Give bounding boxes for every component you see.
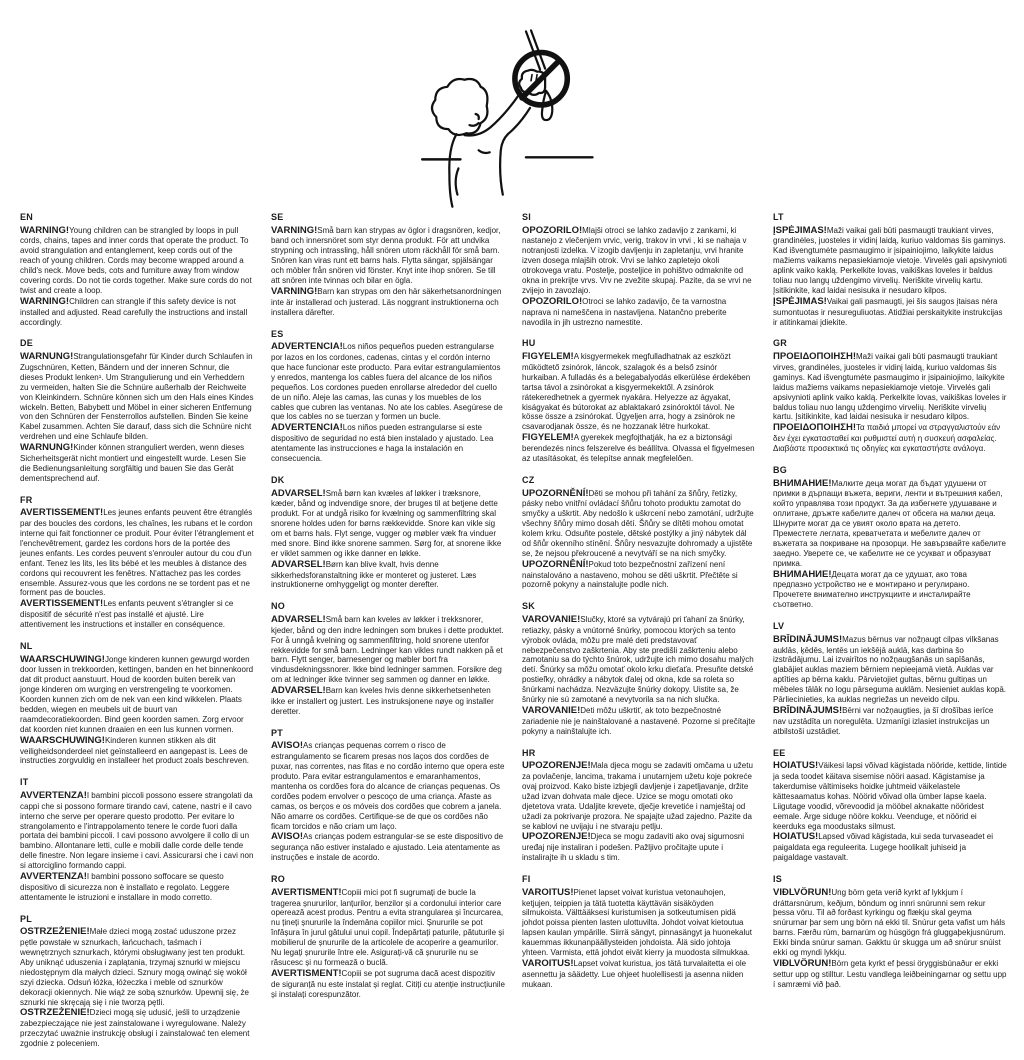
warning-text: A gyerekek megfojthatják, ha ez a biztonsági berendezés nincs felszerelve és beállítva. Olvassa el figyelmesen az utasításokat, és telepítse annak megfelelően. — [522, 433, 755, 463]
warning-text: Les enfants peuvent s'étrangler si ce dispositif de sécurité n'est pas installé et ajusté. Lire attentivement les instructions et installer en conséquence. — [20, 599, 234, 630]
child-back — [449, 134, 456, 207]
warning-section-de — [20, 338, 254, 483]
warning-column-3 — [522, 212, 756, 1060]
warning-text: I bambini possono soffocare se questo dispositivo di sicurezza non è installato e regolato. Leggere attentamente le istruzioni e installare in modo corretto. — [20, 872, 230, 902]
warning-label: OSTRZEŻENIE! — [20, 1007, 90, 1019]
warning-label: ADVERTENCIA! — [271, 422, 343, 434]
warning-section-pt — [271, 728, 505, 863]
warning-text: Les jeunes enfants peuvent être étranglés par des boucles des cordons, les chaînes, les rubans et le cordon interne qui fait fonctionner ce produit. Pour éviter l'étranglement et l'enchevêtrement, gardez les cordons hors de la portée des jeunes enfants. Les cordes peuvent s'enrouler autour du cou d'un enfant. Tenez les lits, les lits bébé et les meubles à distance des cordons qui recouvrent les fenêtres. N'attachez pas les cordes ensemble. Assurez-vous que les cordons ne se tordent pas et ne forment pas de boucles. — [20, 508, 254, 598]
warning-text: Los niños pueden estrangularse si este dispositivo de seguridad no está bien instalado y ajustado. Lea atentamente las instrucciones e haga la instalación en consecuencia. — [271, 423, 494, 463]
warning-text: Bērni var nožņaugties, ja šī drošības ierīce nav uzstādīta un noregulēta. Uzmanīgi izlasiet instrukcijas un atbilstoši uzstādiet. — [773, 706, 994, 736]
warning-paragraph-1 — [773, 478, 1007, 569]
warning-paragraph-1 — [773, 351, 1007, 422]
warning-label: WARNING! — [20, 295, 70, 307]
warning-paragraph-2 — [271, 422, 505, 463]
warning-paragraph-1 — [271, 225, 505, 286]
language-code: BG — [773, 464, 787, 475]
warning-label: ADVARSEL! — [271, 685, 326, 697]
warning-label: VAROVANIE! — [522, 614, 581, 625]
warning-section-it — [20, 777, 254, 902]
warning-paragraph-2 — [773, 958, 1007, 990]
language-code: RO — [271, 874, 285, 885]
warning-label: FIGYELEM! — [522, 351, 574, 363]
warning-column-4 — [773, 212, 1007, 1060]
warning-paragraph-2 — [20, 296, 254, 328]
warning-section-fi — [522, 874, 756, 989]
warning-label: WARNUNG! — [20, 442, 74, 454]
child-face-detail — [476, 114, 479, 119]
warning-label: ΠΡΟΕΙΔΟΠΟΙΗΣΗ! — [773, 422, 856, 434]
language-code: PL — [20, 913, 32, 924]
warning-text: Slučky, ktoré sa vytvárajú pri ťahaní za šnúrky, retiazky, pásky a vnútorné šnúrky, pomocou ktorých sa tento výrobok ovláda, môžu pre malé deti predstavovať nebezpečenstvo zaškrtenia. Aby ste predišli zaškrteniu alebo zamotaniu sa do týchto šnúrok, udržujte ich mimo dosahu malých detí. Šnúrky sa môžu omotať okolo krku dieťaťa. Presuňte detské postieľky, ohrádky a nábytok ďalej od okna, kde sa roleta so šnúrkami nachádza. Nezväzujte šnúrky dokopy. Uistite sa, že šnúrky nie sú zamotané a nevytvorila sa na nich slučka. — [522, 615, 754, 705]
warning-text: Mlajši otroci se lahko zadavijo z zankami, ki nastanejo z vlečenjem vrvic, verig, trakov in vrvi , ki se nahaja v notranjosti izdelka. V izogib davljenju in zapletanju, vrvi hranite izven dosega mlajših otrok. Vrvi se lahko zapletejo okoli otrokovega vratu. Postelje, posteljice in pohištvo odmaknite od okna in prekrijte vrvs. Vrv ne zvežite skupaj. Pazite, da se vrvi ne zvijejo in zavozlajo. — [522, 225, 752, 295]
warning-text: Kinder können stranguliert werden, wenn dieses Sicherheitsgerät nicht montiert und eingestellt wurde. Lesen Sie die Bedienungsanleitung sorgfältig und bauen Sie das Gerät dementsprechend auf. — [20, 443, 246, 483]
warning-paragraph-1 — [522, 488, 756, 559]
warning-label: ΠΡΟΕΙΔΟΠΟΙΗΣΗ! — [773, 351, 856, 363]
warning-paragraph-2 — [271, 685, 505, 717]
warning-section-dk — [271, 475, 505, 590]
language-code: GR — [773, 338, 787, 349]
language-code: NL — [20, 640, 33, 651]
warning-text: Τα παιδιά μπορεί να στραγγαλιστούν εάν δεν έχει εγκατασταθεί και ρυθμιστεί αυτή η συσκευή ασφαλείας. Διαβάστε προσεκτικά τις οδηγίες και εγκαταστήστε ανάλογα. — [773, 423, 1001, 454]
warning-paragraph-2 — [522, 296, 756, 328]
warning-text: Strangulationsgefahr für Kinder durch Schlaufen in Zugschnüren, Ketten, Bändern und der inneren Schnur, die dieses Produkt lenken¹. Um Strangulierung und ein Verheddern zu vermeiden, halten Sie die Schnüre außerhalb der Reichweite von Kleinkindern. Schnüre können sich um den Hals eines Kindes wickeln. Betten, Babybett und Möbel in einer sicheren Entfernung von den Schnüren der Fensterrollos aufstellen. Binden Sie keine Kabel zusammen. Achten Sie darauf, dass sich die Schnüre nicht verdrehen und eine Schlaufe bilden. — [20, 352, 254, 442]
warning-paragraph-1 — [271, 740, 505, 831]
warning-label: UPOZORENJE! — [522, 831, 591, 843]
language-code: FR — [20, 494, 33, 505]
language-code: IS — [773, 874, 782, 885]
warning-label: AVISO! — [271, 831, 304, 843]
language-code: LT — [773, 212, 784, 222]
warning-text: Barn kan strypas om den här säkerhetsanordningen inte är installerad och justerad. Läs noggrant instruktionerna och installera därefter. — [271, 286, 502, 317]
warning-column-2 — [271, 212, 505, 1060]
warning-paragraph-2 — [271, 831, 505, 863]
warning-text: Dzieci mogą się udusić, jeśli to urządzenie zabezpieczające nie jest zainstalowane i wyregulowane. Należy przeczytać uważnie instrukcję obsługi i zainstalować ten element zgodnie z poleceniem. — [20, 1008, 250, 1049]
warning-label: VIÐLVÖRUN! — [773, 886, 832, 898]
warning-paragraph-1 — [522, 760, 756, 831]
warning-text: Väikesi lapsi võivad kägistada nööride, kettide, lintide ja seda toodet käitava sisemise nööri aasad. Kägistamise ja takerdumise vältimiseks hoidke juhtmeid väikelastele kättesaamatus kohas. Nöörid võivad olla ümber lapse kaela. Liigutage voodid, võrevoodid ja mööbel aknakatte nööridest eemale. Ärge siduge nööre kokku. Veenduge, et nöörid ei keerduks ega moodustaks silmust. — [773, 761, 1007, 831]
language-code: SE — [271, 212, 284, 222]
warning-label: VARNING! — [271, 224, 318, 236]
warning-text: Barn kan kveles hvis denne sikkerhetsenheten ikke er installert og justert. Les instruksjonene nøye og installer deretter. — [271, 686, 494, 716]
warning-paragraph-1 — [522, 887, 756, 958]
warning-section-hu — [522, 338, 756, 463]
warning-paragraph-1 — [271, 614, 505, 685]
warning-section-gr — [773, 338, 1007, 453]
language-code: SK — [522, 601, 535, 612]
warning-text: Copiii se pot sugruma dacă acest dispozitiv de siguranță nu este instalat și reglat. Citiți cu atenție instrucțiunile și instalați corespunzător. — [271, 968, 505, 999]
warning-label: OSTRZEŻENIE! — [20, 926, 90, 938]
warning-paragraph-2 — [522, 559, 756, 591]
warning-text: A kisgyermekek megfulladhatnak az eszközt működtető zsinórok, láncok, szalagok és a belső zsinór hurkaiban. A fulladás és a belegabalyodás elkerülése érdekében tartsa távol a zsinórokat a kisgyermekektől. A zsinórok rátekeredhetnek a gyermek nyakára. Helyezze az ágyakat, kiságyakat és bútorokat az ablaktakaró zsinóroktól távol. Ne kösse össze a zsinórokat. Ügyeljen arra, hogy a zsinórok ne csavarodjanak össze, és ne hozzanak létre hurkokat. — [522, 352, 751, 432]
warning-section-en — [20, 212, 254, 327]
warning-paragraph-1 — [271, 887, 505, 968]
warning-section-sk — [522, 601, 756, 736]
warning-label: ВНИМАНИЕ! — [773, 568, 832, 580]
warning-text: Maži vaikai gali būti pasmaugti traukiant virves, grandinėles, juosteles ir vidinį laidą, kuriuo valdomas šis gaminys. Kad išvengtumėte pasmaugimo ir įsipainiojimo, laikykite laidus mažiems vaikams nepasiekiamoje vietoje. Virvelės gali apsivynioti aplink vaiko kaklą. Perkelkite lovas, vaikiškas loveles ir baldus toliau nuo langų uždengimo virvelių. Neriškite virvelių kartu. Įsitikinkite, kad laidai nesisuka ir nesudaro kilpos. — [773, 352, 1007, 422]
warning-paragraph-2 — [773, 422, 1007, 454]
language-code: CZ — [522, 474, 535, 485]
warning-text: Börn geta kyrkt ef þessi öryggisbúnaður er ekki settur upp og stilltur. Lestu vandlega leiðbeiningarnar og settu upp í samræmi við það. — [773, 958, 1007, 989]
warning-paragraph-1 — [20, 926, 254, 1007]
warning-text: Copiii mici pot fi sugrumați de bucle la tragerea șnururilor, lanțurilor, benzilor și a cordonului interior care operează acest produs. Pentru a evita strangularea și încurcarea, nu țineți șnururile la îndemâna copiilor mici. Șnururile se pot înfășura în jurul gâtului unui copil. Îndepărtați paturile, pătuturile și mobilierul de șnururile de la articolele de acoperire a geamurilor. Nu legați șnururile între ele. Asigurați-vă că șnururile nu se răsucesc și nu formează o buclă. — [271, 887, 505, 967]
warning-label: ADVERTENCIA! — [271, 341, 343, 353]
language-code: LV — [773, 621, 785, 632]
warning-section-no — [271, 601, 505, 716]
warning-paragraph-1 — [20, 351, 254, 442]
child-head — [432, 79, 487, 135]
warning-label: AVVERTENZA! — [20, 790, 87, 801]
warning-column-1 — [20, 212, 254, 1060]
warning-label: AVVERTENZA! — [20, 871, 87, 883]
child-cord-prohibition-icon — [398, 16, 660, 210]
warning-text: Små børn kan kvæles af løkker i træksnore, kæder, bånd og indvendige snore, der bruges til at betjene dette produkt. For at undgå risiko for kvælning og sammenfiltring skal snorene holdes uden for børns rækkevidde. Snore kan vikle sig om et barns hals. Flyt senge, vugger og møbler væk fra vinduer med snore. Bind ikke snorene sammen. Sørg for, at snorene ikke er viklet sammen og ikke danner en løkke. — [271, 488, 502, 558]
warning-label: OPOZORILO! — [522, 295, 583, 307]
warning-text: Pienet lapset voivat kuristua vetonauhojen, ketjujen, teippien ja tätä tuotetta käyttävän sisäköyden silmukoista. Välttääksesi kuristumisen ja sotkeutumisen pidä johdot poissa pienten lasten ulottuvilta. Johdot voivat kietoutua lapsen kaulan ympärille. Siirrä sängyt, pinnasängyt ja huonekalut kauemmas ikkunanpäällysteiden johdoista. Älä sido johtoja yhteen. Varmista, että johdot eivät kierry ja muodosta silmukkaa. — [522, 887, 752, 958]
language-code: SI — [522, 212, 531, 222]
warning-text: As crianças pequenas correm o risco de estrangulamento se ficarem presas nos laços dos cordões de puxar, nas correntes, nas fitas e no cordão interno que opera este produto. Para evitar estrangulamentos e emaranhamentos, mantenha os cordões fora do alcance de crianças pequenas. Os cordões podem envolver o pescoço de uma criança. Afaste as camas, os berços e os móveis dos cordões que cobrem a janela. Não amarre os cordões. Certifique-se de que os cordões não ficam torcidos e não criam um laço. — [271, 741, 505, 831]
warning-text: Otroci se lahko zadavijo, če ta varnostna naprava ni nameščena in nastavljena. Natančno preberite navodila in jih ustrezno namestite. — [522, 296, 727, 327]
warning-paragraph-1 — [773, 760, 1007, 831]
warning-section-ro — [271, 874, 505, 999]
warning-text: Maži vaikai gali būti pasmaugti traukiant virves, grandinėles, juosteles ir vidinį laidą, kuriuo valdomas šis gaminys. Kad išvengtumėte pasmaugimo ir įsipainiojimo, laikykite laidus mažiems vaikams nepasiekiamoje vietoje. Virvelės gali apsivynioti aplink vaiko kaklą. Perkelkite lovas, vaikiškas loveles ir baldus toliau nuo langų uždengimo virvelių. Neriškite virvelių kartu. Įsitikinkite, kad laidai nesisuka ir nesudaro kilpos. — [773, 225, 1007, 295]
warning-text: Децата могат да се удушат, ако това предпазно устройство не е монтирано и регулирано. Прочетете внимателно инструкциите и инсталирайте съответно. — [773, 569, 971, 610]
language-code: EN — [20, 212, 33, 222]
warning-paragraph-2 — [773, 705, 1007, 737]
warning-label: WARNUNG! — [20, 351, 74, 363]
warning-paragraph-2 — [522, 705, 756, 737]
warning-label: BRĪDINĀJUMS! — [773, 633, 843, 645]
warning-paragraph-1 — [20, 225, 254, 296]
warning-paragraph-2 — [271, 559, 505, 591]
warning-paragraph-1 — [773, 634, 1007, 705]
warning-text: Małe dzieci mogą zostać uduszone przez pętle powstałe w sznurkach, łańcuchach, taśmach i wewnętrznych sznurkach, którymi obsługiwany jest ten produkt. Aby uniknąć uduszenia i zaplątania, trzymaj sznurki w miejscu niedostępnym dla małych dzieci. Sznury mogą owinąć się wokół szyi dziecka. Odsuń łóżka, łóżeczka i meble od sznurków dekoracji okiennych. Nie wiąż ze sobą sznurków. Upewnij się, że sznurki nie skręcają się i nie tworzą pętli. — [20, 927, 249, 1007]
warning-label: BRĪDINĀJUMS! — [773, 705, 843, 717]
language-code: DE — [20, 338, 33, 349]
language-code: EE — [773, 747, 786, 758]
warning-text: Små barn kan kveles av løkker i trekksnorer, kjeder, bånd og den indre ledningen som brukes i dette produktet. For å unngå kvelning og sammenfiltring, hold snorene utenfor rekkevidde for små barn. Ledninger kan vikles rundt nakken på et barn. Flytt senger, barnesenger og møbler bort fra vindusdekningssnorer. Ikke bind ledninger sammen. Forsikre deg om at ledninger ikke tvinner seg sammen og danner en løkke. — [271, 615, 504, 685]
warning-paragraph-2 — [20, 598, 254, 630]
warning-paragraph-1 — [271, 341, 505, 422]
warning-label: AVERTISSEMENT! — [20, 598, 104, 610]
warning-label: VAROITUS! — [522, 957, 574, 969]
warning-text: Children can strangle if this safety device is not installed and adjusted. Read carefully the instructions and install accordingly. — [20, 296, 248, 327]
warning-paragraph-2 — [20, 442, 254, 483]
language-code: FI — [522, 874, 531, 885]
language-code: ES — [271, 328, 284, 339]
warning-paragraph-1 — [522, 225, 756, 296]
warning-paragraph-1 — [522, 614, 756, 705]
warning-text: Pokud toto bezpečnostní zařízení není nainstalováno a nastaveno, mohou se děti uškrtit. Přečtěte si pozorně pokyny a nainstalujte podle nich. — [522, 559, 738, 590]
warning-label: OPOZORILO! — [522, 224, 583, 236]
warning-section-es — [271, 329, 505, 464]
warning-label: WAARSCHUWING! — [20, 734, 105, 746]
warning-text: Jonge kinderen kunnen gewurgd worden door lussen in trekkoorden, kettingen, banden en het binnenkoord dat dit product aanstuurt. Houd de koorden buiten bereik van jonge kinderen om wurging en verstrengeling te voorkomen. Koorden kunnen zich om de nek van een kind wikkelen. Plaats bedden, wiegen en meubels uit de buurt van raamdecoratiekoorden. Bind geen koorden samen. Zorg ervoor dat koorden niet kunnen draaien en een lus kunnen vormen. — [20, 654, 254, 734]
warning-paragraph-1 — [20, 790, 254, 871]
language-code: HR — [522, 747, 536, 758]
warning-paragraph-1 — [271, 488, 505, 559]
warning-text: Vaikai gali pasmaugti, jei šis saugos įtaisas nėra sumontuotas ir nesureguliuotas. Atidžiai perskaitykite instrukcijas ir atitinkamai įdiekite. — [773, 296, 1003, 327]
warning-label: ĮSPĖJIMAS! — [773, 224, 827, 236]
language-code: IT — [20, 777, 29, 788]
warning-section-si — [522, 212, 756, 327]
warning-paragraph-2 — [522, 432, 756, 464]
warning-text: Deti môžu uškrtiť, ak toto bezpečnostné zariadenie nie je nainštalované a nastavené. Pozorne si prečítajte pokyny a nainštalujte ich. — [522, 706, 756, 736]
warning-text: Ung börn geta verið kyrkt af lykkjum í dráttarsnúrum, keðjum, böndum og innri snúrunni sem rekur þessa vöru. Til að forðast kyrkingu og flækju skal geyma snúrurnar þar sem ung börn ná ekki til. Snúrur geta vafist um háls barns. Færðu rúm, barnarúm og húsgögn frá gluggaþekjusnúrum. Ekki binda snúrur saman. Gakktu úr skugga um að snúrur snúist ekki og myndi lykkju. — [773, 887, 1006, 958]
warning-text: Lapset voivat kuristua, jos tätä turvalaitetta ei ole asennettu ja säädetty. Lue ohjeet huolellisesti ja asenna niiden mukaan. — [522, 958, 747, 989]
warning-text: Lapsed võivad kägistada, kui seda turvaseadet ei paigaldata ega reguleerita. Lugege hoolikalt juhiseid ja paigaldage vastavalt. — [773, 832, 993, 863]
warning-text: Børn kan blive kvalt, hvis denne sikkerhedsforanstaltning ikke er monteret og justeret. Læs instruktionerne omhyggeligt og monter derefter. — [271, 559, 477, 590]
warning-label: HOIATUS! — [773, 760, 819, 772]
warning-paragraph-2 — [773, 569, 1007, 610]
warning-text: I bambini piccoli possono essere strangolati da cappi che si possono formare tirando cavi, catene, nastri e il cavo interno che serve per operare questo prodotto. Per evitare lo strangolamento e l'intrappolamento tenere le corde fuori dalla portata dei bambini piccoli. I cavi possono avvolgere il collo di un bambino. Allontanare letti, culle e mobili dalle corde delle tende delle finestre. Non legare insieme i cavi. Assicurarsi che i cavi non si attorciglino formando cappi. — [20, 791, 254, 871]
warning-paragraph-2 — [20, 1007, 254, 1048]
warning-text: Små barn kan strypas av öglor i dragsnören, kedjor, band och innersnöret som styr denna produkt. För att undvika strypning och intrassling, håll snören utom räckhåll för små barn. Snören kan viras runt ett barns hals. Flytta sängar, spjälsängar och möbler från snören vid fönster. Knyt inte ihop snören. Se till att snören inte tvinnas och bilar en ögla. — [271, 225, 501, 286]
warning-paragraph-2 — [522, 958, 756, 990]
child-face-detail — [470, 123, 479, 126]
warning-paragraph-2 — [522, 831, 756, 863]
language-warning-columns — [20, 212, 1008, 1060]
warning-text: Djeca se mogu zadaviti ako ovaj sigurnosni uređaj nije instaliran i podešen. Pažljivo pročitajte upute i instalirajte ih u skladu s tim. — [522, 832, 745, 863]
child-chest-curve — [479, 150, 490, 153]
warning-text: Kinderen kunnen stikken als dit veiligheidsonderdeel niet geïnstalleerd en aangepast is. Lees de instructies zorgvuldig en installeer het product zoals beschreven. — [20, 735, 250, 766]
warning-section-nl — [20, 641, 254, 766]
warning-label: VARNING! — [271, 285, 318, 297]
warning-label: UPOZORNĚNÍ! — [522, 558, 589, 570]
warning-paragraph-2 — [773, 831, 1007, 863]
warning-paragraph-1 — [773, 887, 1007, 958]
warning-section-se — [271, 212, 505, 318]
warning-text: Young children can be strangled by loops in pull cords, chains, tapes and inner cords that operate the product. To avoid strangulation and entanglement, keep cords out of the reach of young children. Cords may become wrapped around a child's neck. Move beds, cots and furniture away from window covering cords. Do not tie cords together. Make sure cords do not twist and create a loop. — [20, 225, 252, 295]
warning-label: HOIATUS! — [773, 831, 819, 843]
warning-label: FIGYELEM! — [522, 432, 574, 444]
warning-label: UPOZORNĚNÍ! — [522, 487, 589, 499]
warning-label: VAROVANIE! — [522, 705, 581, 717]
warning-section-hr — [522, 748, 756, 863]
warning-label: WAARSCHUWING! — [20, 653, 105, 665]
warning-label: VAROITUS! — [522, 886, 574, 898]
warning-section-lt — [773, 212, 1007, 327]
language-code: DK — [271, 474, 285, 485]
warning-text: Děti se mohou při tahání za šňůry, řetízky, pásky nebo vnitřní ovládací šňůru tohoto produktu zamotat do smyčky a uškrtit. Aby nedošlo k uškrcení nebo zamotání, udržujte všechny šňůry mimo dosah dětí. Šňůry se dítěti mohou omotat kolem krku. Odsuňte postele, dětské postýlky a jiný nábytek dál od šňůr okenního stínění. Šňůry nesvazujte dohromady a ujistěte se, že nejsou překroucené a nevytváří se na nich smyčky. — [522, 488, 754, 558]
warning-section-pl — [20, 914, 254, 1049]
warning-label: ĮSPĖJIMAS! — [773, 295, 827, 307]
warning-section-bg — [773, 465, 1007, 610]
warning-label: WARNING! — [20, 224, 70, 236]
warning-label: AVERTISSEMENT! — [20, 507, 104, 519]
strangulation-warning-illustration — [398, 16, 660, 210]
warning-section-is — [773, 874, 1007, 989]
warning-text: Mala djeca mogu se zadaviti omčama u užetu za povlačenje, lancima, trakama i unutarnjem užetu koje pokreće ovaj proizvod. Kako biste izbjegli davljenje i zapetljavanje, držite užad izvan dohvata male djece. Uzice se mogu omotati oko djetetova vrata. Udaljite krevete, dječje krevetiće i namještaj od užadi za pokrivanje prozora. Ne spajajte užad zajedno. Pazite da se kablovi ne uvijaju i ne stvaraju petlju. — [522, 761, 753, 831]
warning-paragraph-2 — [20, 735, 254, 767]
warning-paragraph-2 — [773, 296, 1007, 328]
warning-paragraph-1 — [20, 507, 254, 598]
warning-label: ADVARSEL! — [271, 487, 326, 499]
warning-section-ee — [773, 748, 1007, 863]
warning-paragraph-2 — [20, 871, 254, 903]
warning-label: UPOZORENJE! — [522, 760, 591, 772]
warning-label: AVISO! — [271, 740, 304, 752]
language-code: HU — [522, 338, 536, 349]
warning-text: As crianças podem estrangular-se se este dispositivo de segurança não estiver instalado e ajustado. Leia atentamente as instruções e instale de acordo. — [271, 832, 504, 863]
warning-label: AVERTISMENT! — [271, 967, 342, 979]
warning-label: VIÐLVÖRUN! — [773, 957, 832, 969]
warning-paragraph-2 — [271, 286, 505, 318]
warning-label: ADVARSEL! — [271, 558, 326, 570]
warning-text: Los niños pequeños pueden estrangularse por lazos en los cordones, cadenas, cintas y el cordón interno que hace funcionar este producto. Para evitar estrangulamientos y enredos, mantenga los cables fuera del alcance de los niños pequeños. Los cordones pueden enrollarse alrededor del cuello de un niño. Aleje las camas, las cunas y los muebles de los cables que cubren las ventanas. No ate los cables. Asegúrese de que los cables no se tuerzan y formen un bucle. — [271, 342, 503, 422]
warning-text: Малките деца могат да бъдат удушени от примки в дърпащи въжета, вериги, ленти и вътрешния кабел, който управлява този продукт. За да избегнете удушаване и оплитане, дръжте кабелите далеч от обсега на малки деца. Шнурите могат да се увият около врата на детето. Преместете леглата, креватчетата и мебелите далеч от въжетата за покриване на прозорци. Не завързвайте кабелите заедно. Уверете се, че кабелите не се усукват и образуват примка. — [773, 478, 1006, 568]
warning-section-fr — [20, 495, 254, 630]
child-arm-inner — [500, 108, 530, 195]
child-arm-outer — [465, 95, 519, 136]
child-left-arm — [456, 168, 459, 194]
language-code: PT — [271, 727, 283, 738]
warning-label: AVERTISMENT! — [271, 886, 342, 898]
warning-paragraph-1 — [773, 225, 1007, 296]
warning-section-lv — [773, 621, 1007, 736]
warning-text: Mazus bērnus var nožņaugt cilpas vilkšanas auklās, ķēdēs, lentēs un iekšējā auklā, kas darbina šo izstrādājumu. Lai izvairītos no nožņaugšanās un sapīšanās, glabājiet auklas maziem bērniem nepieejamā vietā. Auklas var aptīties ap bērna kaklu. Pārvietojiet gultas, bērnu gultiņas un mēbeles tālāk no logu pārseguma auklām. Nesieniet auklas kopā. Pārliecinieties, ka auklas negriežas un neveido cilpu. — [773, 634, 1007, 705]
warning-label: ВНИМАНИЕ! — [773, 477, 832, 489]
language-code: NO — [271, 601, 285, 612]
warning-paragraph-2 — [271, 968, 505, 1000]
warning-section-cz — [522, 475, 756, 590]
warning-label: ADVARSEL! — [271, 614, 326, 625]
warning-paragraph-1 — [20, 654, 254, 735]
warning-paragraph-1 — [522, 351, 756, 432]
